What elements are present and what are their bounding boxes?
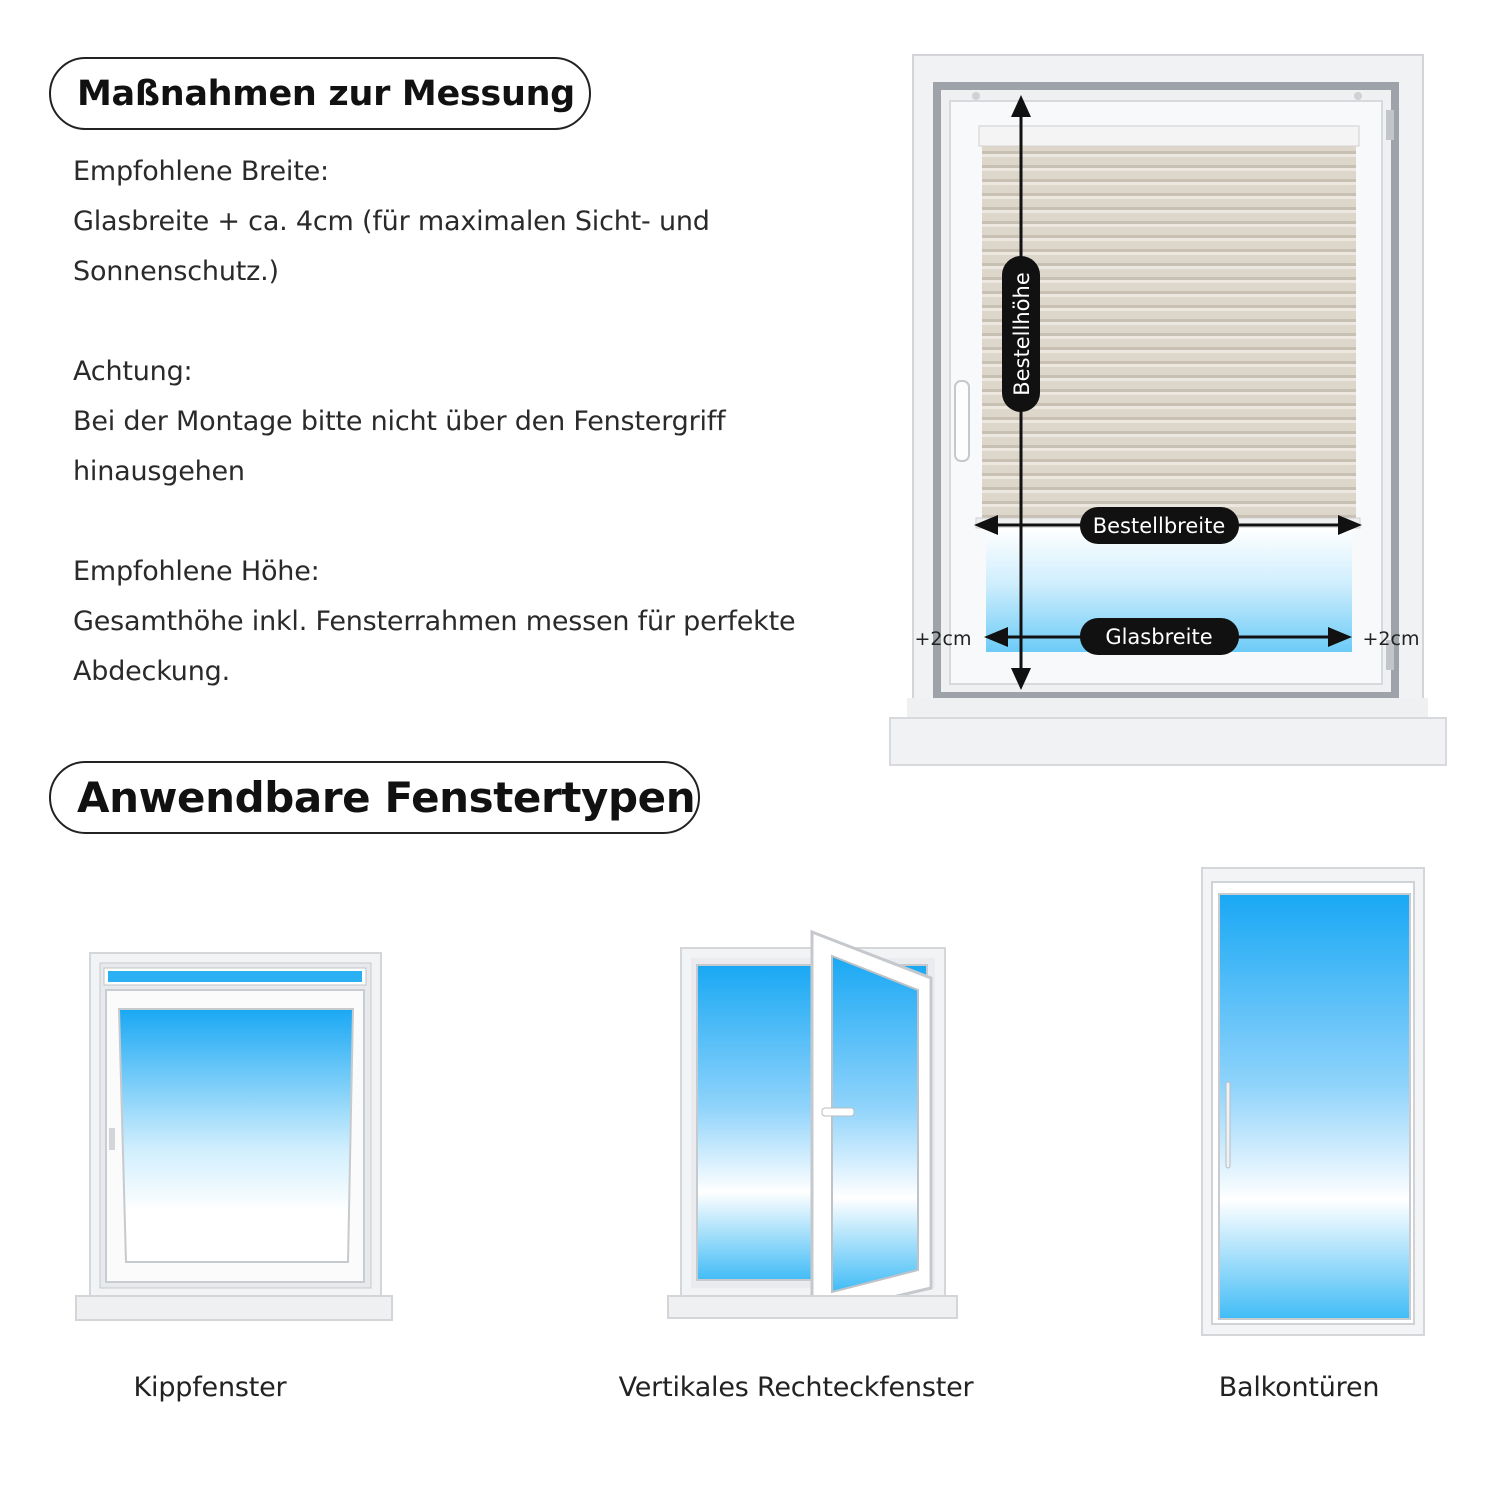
caption-tilt-window: Kippfenster bbox=[133, 1372, 287, 1403]
casement-window-sill bbox=[668, 1296, 957, 1318]
caption-casement-window: Vertikales Rechteckfenster bbox=[618, 1372, 974, 1403]
attention-line-1: Bei der Montage bitte nicht über den Fenstergriff bbox=[73, 406, 726, 437]
width-title: Empfohlene Breite: bbox=[73, 156, 329, 187]
order-width-label: Bestellbreite bbox=[1092, 514, 1226, 538]
casement-window bbox=[668, 932, 957, 1318]
caption-balcony-door: Balkontüren bbox=[1218, 1372, 1380, 1403]
window-handle bbox=[955, 381, 969, 461]
height-line-2: Abdeckung. bbox=[73, 656, 230, 687]
tilt-window-glass bbox=[119, 1009, 353, 1262]
width-line-1: Glasbreite + ca. 4cm (für maximalen Sicht- und bbox=[73, 206, 710, 237]
margin-right-label: +2cm bbox=[1362, 628, 1420, 650]
tilt-window-sill bbox=[76, 1296, 392, 1320]
balcony-door bbox=[1202, 868, 1424, 1335]
tilt-window bbox=[76, 953, 392, 1320]
window-types-heading-text: Anwendbare Fenstertypen bbox=[77, 773, 696, 822]
margin-left-label: +2cm bbox=[914, 628, 972, 650]
door-handle bbox=[1226, 1082, 1230, 1168]
balcony-door-glass bbox=[1219, 894, 1410, 1319]
height-line-1: Gesamthöhe inkl. Fensterrahmen messen für perfekte bbox=[73, 606, 796, 637]
glass-width-label: Glasbreite bbox=[1105, 625, 1213, 649]
height-title: Empfohlene Höhe: bbox=[73, 556, 320, 587]
window-sill bbox=[890, 718, 1446, 765]
attention-line-2: hinausgehen bbox=[73, 456, 245, 487]
sash-handle bbox=[822, 1108, 854, 1116]
attention-title: Achtung: bbox=[73, 356, 193, 387]
measurement-window bbox=[890, 55, 1446, 765]
width-line-2: Sonnenschutz.) bbox=[73, 256, 279, 287]
measurement-heading-text: Maßnahmen zur Messung bbox=[77, 73, 575, 114]
fixed-pane-glass bbox=[697, 965, 815, 1280]
order-height-label: Bestellhöhe bbox=[1010, 272, 1034, 396]
